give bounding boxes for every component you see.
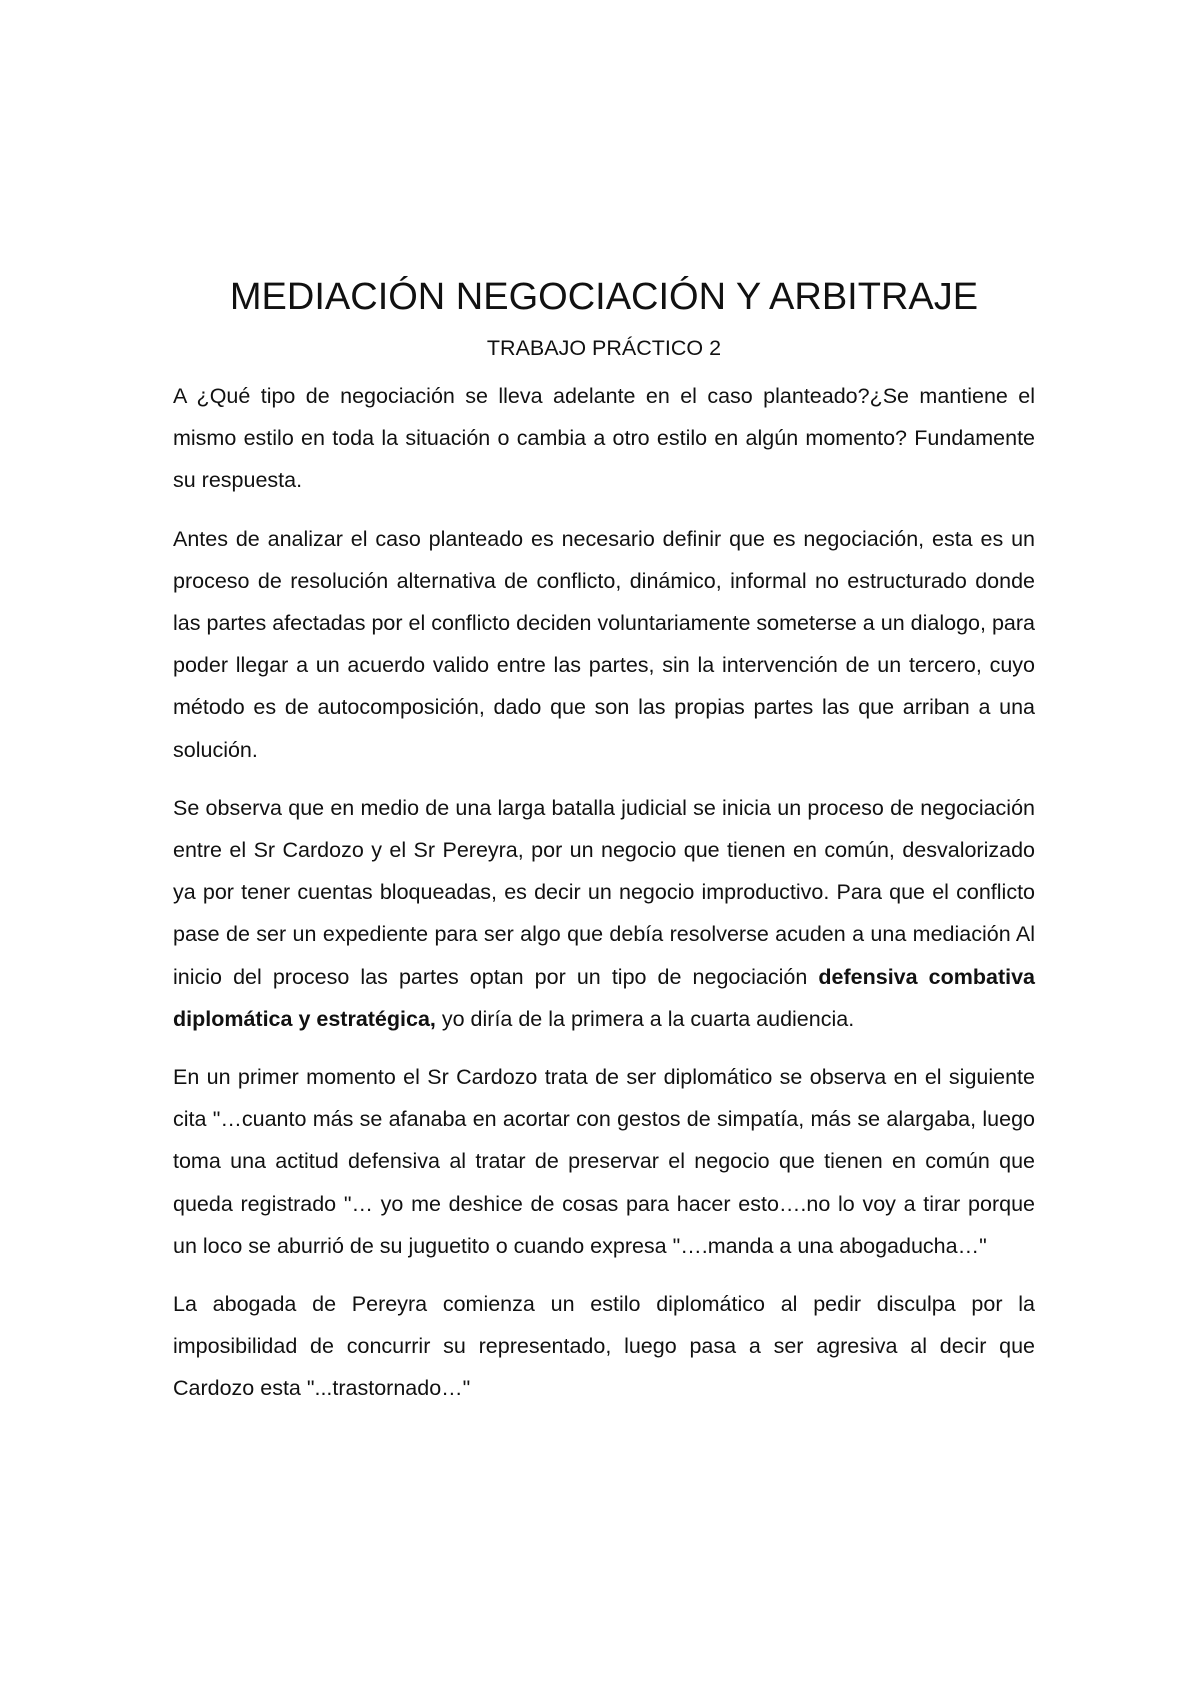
paragraph-case-observation [173, 787, 1035, 1040]
paragraph-definition: Antes de analizar el caso planteado es necesario definir que es negociación, esta es un proceso de resolución alternativa de conflicto, dinámico, informal no estructurado donde las partes afectadas por el conflicto deciden voluntariamente someterse a un dialogo, para poder llegar a un acuerdo valido entre las partes, sin la intervención de un tercero, cuyo método es de autocomposición, dado que son las propias partes las que arriban a una solución. [173, 526, 1035, 762]
paragraph-case-text-after: yo diría de la primera a la cuarta audiencia. [435, 1006, 855, 1031]
question-paragraph: A ¿Qué tipo de negociación se lleva adelante en el caso planteado?¿Se mantiene el mismo estilo en toda la situación o cambia a otro estilo en algún momento? Fundamente su respuesta. [173, 384, 1035, 493]
paragraph-pereyra-lawyer: La abogada de Pereyra comienza un estilo diplomático al pedir disculpa por la imposibilidad de concurrir su representado, luego pasa a ser agresiva al decir que Cardozo esta "...trastornado…" [173, 1292, 1035, 1401]
document-body [173, 270, 1035, 1426]
document-title: MEDIACIÓN NEGOCIACIÓN Y ARBITRAJE [229, 276, 979, 318]
document-subtitle: TRABAJO PRÁCTICO 2 [486, 336, 722, 360]
negotiation-types-bold: defensiva combativa diplomática y estratégica, [173, 964, 1035, 1031]
paragraph-case-text-before: Se observa que en medio de una larga batalla judicial se inicia un proceso de negociación entre el Sr Cardozo y el Sr Pereyra, por un negocio que tienen en común, desvalorizado ya por tener cuentas bloqueadas, es decir un negocio improductivo. Para que el conflicto pase de ser un expediente para ser algo que debía resolverse acuden a una mediación Al inicio del proceso las partes optan por un tipo de negociación [173, 795, 1035, 989]
paragraph-cardozo: En un primer momento el Sr Cardozo trata de ser diplomático se observa en el siguiente cita "…cuanto más se afanaba en acortar con gestos de simpatía, más se alargaba, luego toma una actitud defensiva al tratar de preservar el negocio que tienen en común que queda registrado "… yo me deshice de cosas para hacer esto….no lo voy a tirar porque un loco se aburrió de su juguetito o cuando expresa "….manda a una abogaducha…" [173, 1065, 1035, 1258]
